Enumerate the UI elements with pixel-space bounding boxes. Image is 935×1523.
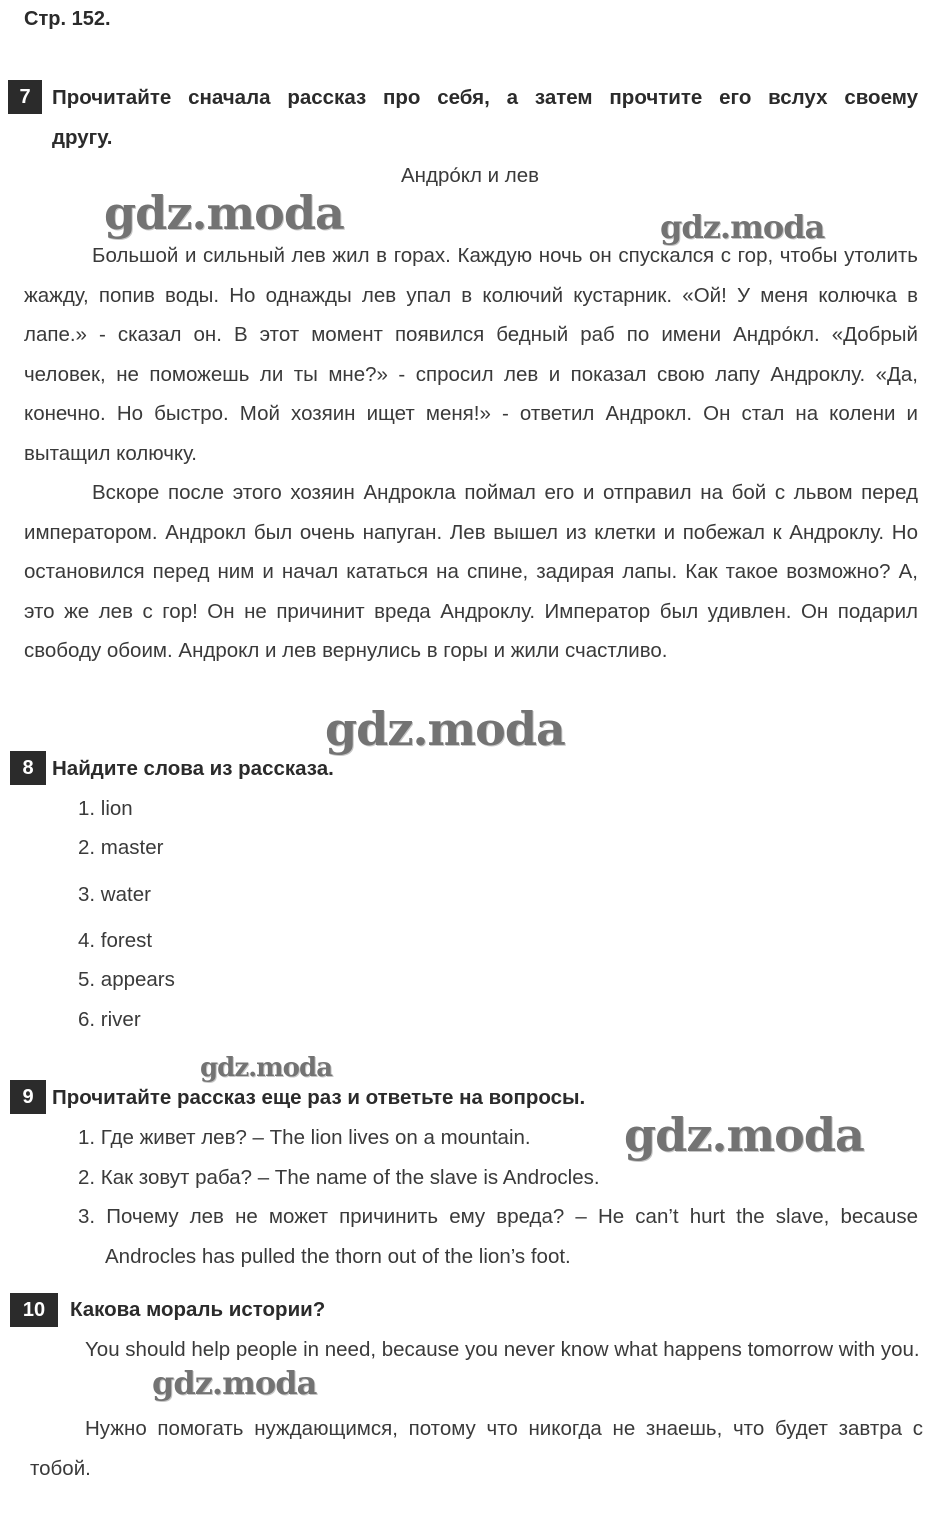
exercise-8-heading: Найдите слова из рассказа. bbox=[52, 757, 334, 780]
answer-item: 1. Где живет лев? – The lion lives on a mountain. bbox=[78, 1126, 531, 1149]
exercise-10-heading: Какова мораль истории? bbox=[70, 1298, 326, 1321]
exercise-8-number: 8 bbox=[10, 751, 46, 785]
word-item: 1. lion bbox=[78, 797, 133, 820]
word-item: 3. water bbox=[78, 883, 151, 906]
watermark-logo: gdz.moda bbox=[200, 1053, 333, 1083]
story-paragraph-1: Большой и сильный лев жил в горах. Каждую ночь он спускался с гор, чтобы утолить жажду, попив воды. Но однажды лев упал в колючий кустарник. «Ой! У меня колючка в лапе.» - сказал он. В этот момент появился бедный раб по имени Андро́кл. «Добрый человек, не поможешь ли ты мне?» - спросил лев и показал свою лапу Андроклу. «Да, конечно. Но быстро. Мой хозяин ищет меня!» - ответил Андрокл. Он стал на колени и вытащил колючку. bbox=[24, 244, 918, 465]
exercise-7-number: 7 bbox=[8, 80, 42, 114]
watermark-logo: gdz.moda bbox=[325, 702, 565, 756]
exercise-7-heading-line1: Прочитайте сначала рассказ про себя, а затем прочтите его вслух своему bbox=[52, 86, 918, 109]
exercise-7-heading-line2: другу. bbox=[52, 126, 113, 149]
answer-item: 2. Как зовут раба? – The name of the slave is Androcles. bbox=[78, 1166, 600, 1189]
moral-answer-english: You should help people in need, because you never know what happens tomorrow with you. bbox=[85, 1338, 920, 1361]
page-number: Стр. 152. bbox=[24, 8, 111, 30]
story-title: Андро́кл и лев bbox=[400, 164, 539, 187]
word-item: 2. master bbox=[78, 836, 164, 859]
exercise-9-number: 9 bbox=[10, 1080, 46, 1114]
word-item: 5. appears bbox=[78, 968, 175, 991]
story-paragraph-2: Вскоре после этого хозяин Андрокла поймал его и отправил на бой с львом перед императором. Андрокл был очень напуган. Лев вышел из клетки и побежал к Андроклу. Но остановился перед ним и начал кататься на спине, задирая лапы. Как такое возможно? А, это же лев с гор! Он не причинит вреда Андроклу. Император был удивлен. Он подарил свободу обоим. Андрокл и лев вернулись в горы и жили счастливо. bbox=[24, 481, 918, 662]
answer-item-continuation: Androcles has pulled the thorn out of the lion’s foot. bbox=[105, 1245, 571, 1268]
watermark-logo: gdz.moda bbox=[624, 1108, 864, 1162]
watermark-logo: gdz.moda bbox=[152, 1364, 317, 1402]
answer-item: 3. Почему лев не может причинить ему вреда? – He can’t hurt the slave, because bbox=[78, 1205, 918, 1228]
watermark-logo: gdz.moda bbox=[660, 208, 825, 246]
word-item: 4. forest bbox=[78, 929, 153, 952]
moral-answer-russian: Нужно помогать нуждающимся, потому что никогда не знаешь, что будет завтра с тобой. bbox=[30, 1417, 923, 1480]
exercise-9-heading: Прочитайте рассказ еще раз и ответьте на вопросы. bbox=[52, 1086, 586, 1109]
watermark-logo: gdz.moda bbox=[104, 186, 344, 240]
exercise-10-number: 10 bbox=[10, 1293, 58, 1327]
word-item: 6. river bbox=[78, 1008, 141, 1031]
